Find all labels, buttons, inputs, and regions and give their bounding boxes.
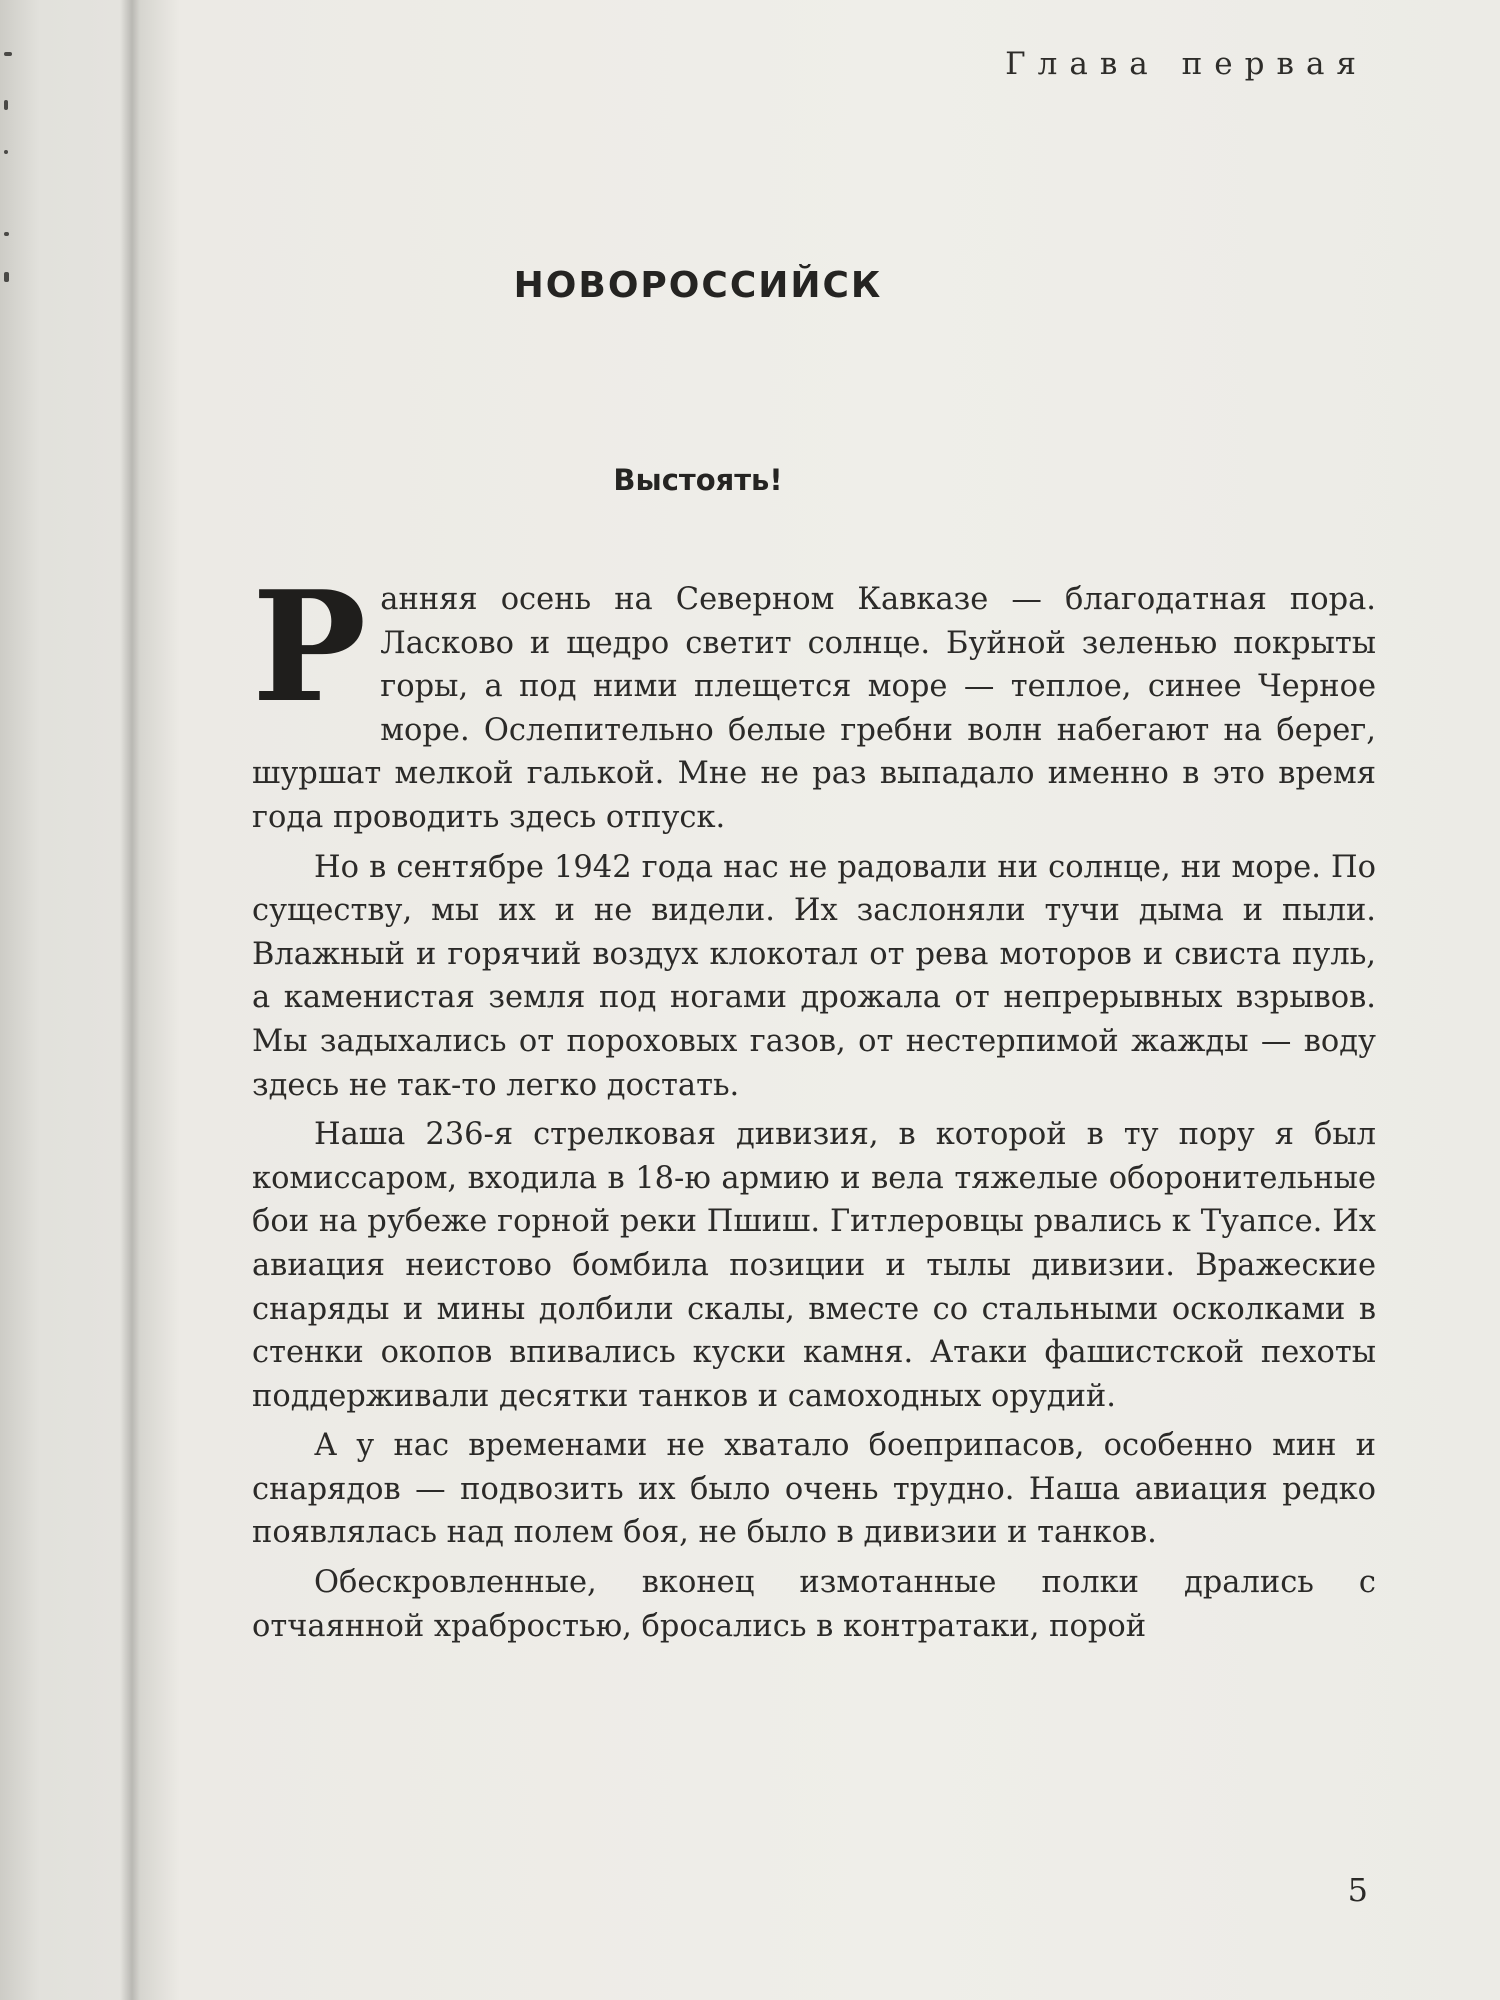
paragraph: Но в сентябре 1942 года нас не радовали ни солнце, ни море. По существу, мы их и не видели. Их заслоняли тучи дыма и пыли. Влажный и горячий воздух клокотал от рева моторов и свиста пуль, а каменистая земля под ногами дрожала от непрерывных взрывов. Мы задыхались от пороховых газов, от нестерпимой жажды — воду здесь не так-то легко достать. [252,849,1376,1103]
paragraph [252,557,1376,840]
gutter-mark [4,150,8,154]
drop-cap: Р [252,557,367,736]
page-number: 5 [1347,1871,1368,1909]
paragraph: А у нас временами не хватало боеприпасов, особенно мин и снарядов — подвозить их было очень трудно. Наша авиация редко появлялась над полем боя, не было в дивизии и танков. [252,1428,1376,1551]
gutter-mark [4,100,8,110]
gutter-mark [4,52,12,56]
gutter-mark [4,232,9,236]
paragraph: Обескровленные, вконец измотанные полки дрались с отчаянной храбростью, бросались в контратаки, порой [252,1565,1376,1644]
book-page [252,0,1376,2000]
gutter-mark [4,272,9,282]
paragraph-text: анняя осень на Северном Кавказе — благодатная пора. Ласково и щедро светит солнце. Буйной зеленью покрыты горы, а под ними плещется море — теплое, синее Черное море. Ослепительно белые гребни волн набегают на берег, шуршат мелкой галькой. Мне не раз выпадало именно в это время года проводить здесь отпуск. [252,582,1376,835]
paragraph: Наша 236-я стрелковая дивизия, в которой в ту пору я был комиссаром, входила в 18-ю армию и вела тяжелые оборонительные бои на рубеже горной реки Пшиш. Гитлеровцы рвались к Туапсе. Их авиация неистово бомбила позиции и тылы дивизии. Вражеские снаряды и мины долбили скалы, вместе со стальными осколками в стенки окопов впивались куски камня. Атаки фашистской пехоты поддерживали десятки танков и самоходных орудий. [252,1117,1376,1414]
page-gutter [0,0,140,2000]
section-title: НОВОРОССИЙСК [513,265,883,306]
chapter-label: Глава первая [1005,46,1368,82]
body-text [252,557,1376,1654]
subsection-title: Выстоять! [613,463,783,497]
